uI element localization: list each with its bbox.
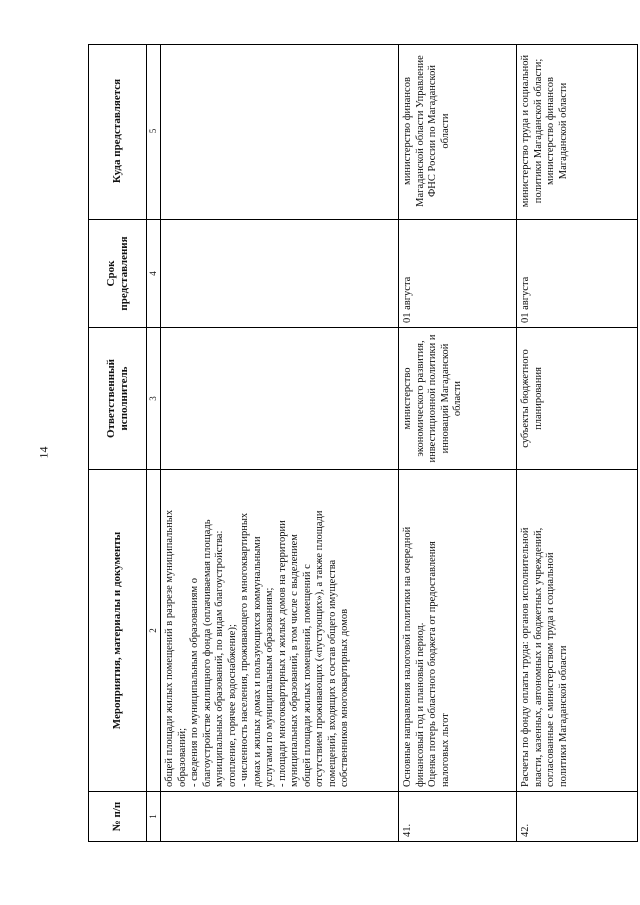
row-measures [399, 469, 516, 791]
table-row [161, 45, 399, 841]
row-executor [161, 327, 398, 469]
row-executor: субъекты бюджетного планирования [517, 327, 637, 469]
table-row [517, 45, 637, 841]
row-recipient: министерство труда и социальной политики Магаданской области; министерство финансов Магаданской области [520, 54, 569, 208]
header-recipient: Куда представляется [111, 78, 124, 184]
measure-line: помещений, входящих в состав общего имущества [326, 559, 338, 787]
measure-line: Расчеты по фонду оплаты труда: органов исполнительной [520, 527, 531, 787]
row-recipient [161, 43, 398, 219]
row-recipient: министерство финансов Магаданской области Управление ФНС России по Магаданской области [402, 55, 451, 207]
measure-line: финансовый год и плановый период. [414, 622, 426, 787]
measure-line: Оценка потерь областного бюджета от предоставления [427, 541, 438, 787]
measure-line: - площади многоквартирных и жилых домов на территории [276, 520, 288, 787]
header-measures: Мероприятия, материалы и документы [89, 469, 146, 791]
column-number: 2 [147, 469, 160, 791]
measures-table [88, 44, 638, 842]
measure-line: собственников многоквартирных домов [339, 608, 350, 787]
measure-line: власти, казенных, автономных и бюджетных учреждений, [532, 527, 544, 787]
column-number: 4 [147, 219, 160, 327]
measure-line: общей площади жилых помещений, помещений с [301, 564, 313, 787]
measure-line: согласованные с министерством труда и социальной [545, 552, 556, 787]
column-number: 3 [147, 327, 160, 469]
column-number: 1 [147, 791, 160, 841]
row-deadline [161, 219, 398, 327]
measure-line: благоустройстве жилищного фонда (оплачиваемая площадь [201, 519, 213, 787]
measure-line: отсутствием проживающих («пустующих»), а также площади [314, 510, 325, 787]
measure-line: отопление, горячее водоснабжение); [226, 624, 238, 787]
table-header-row [89, 45, 147, 841]
measure-line: общей площади жилых помещений в разрезе муниципальных [164, 509, 175, 787]
measure-line: налоговых льгот [439, 713, 451, 787]
measure-line: муниципальных образований, в том числе с выделением [289, 534, 300, 787]
measure-line: образований; [176, 727, 188, 787]
row-measures [517, 469, 637, 791]
header-executor: Ответственный исполнитель [89, 327, 146, 469]
column-number: 5 [148, 128, 158, 134]
row-measures [161, 469, 398, 791]
column-number-row [147, 45, 161, 841]
table-row [399, 45, 517, 841]
row-deadline: 01 августа [399, 219, 516, 327]
measure-line: политики Магаданской области [557, 645, 569, 787]
measure-line: услугами по муниципальным образованиям; [264, 587, 275, 787]
row-deadline: 01 августа [517, 219, 637, 327]
row-executor: министерство экономического развития, инвестиционной политики и инноваций Магаданской области [399, 327, 516, 469]
measure-line: домах и жилых домах и пользующихся коммунальными [251, 536, 263, 787]
measure-line: Основные направления налоговой политики на очередной [402, 526, 413, 787]
row-number: 42. [517, 791, 637, 841]
row-number: 41. [399, 791, 516, 841]
measure-line: - численность населения, проживающего в многоквартирных [239, 512, 250, 787]
header-number: № п/п [89, 791, 146, 841]
measure-line: - сведения по муниципальным образованиям о [189, 577, 200, 787]
row-number [161, 791, 398, 841]
measure-line: муниципальных образований, по видам благоустройства: [214, 530, 225, 787]
header-deadline: Срок представления [89, 219, 146, 327]
document-table-area [88, 44, 638, 842]
page-number: 14 [36, 446, 51, 459]
